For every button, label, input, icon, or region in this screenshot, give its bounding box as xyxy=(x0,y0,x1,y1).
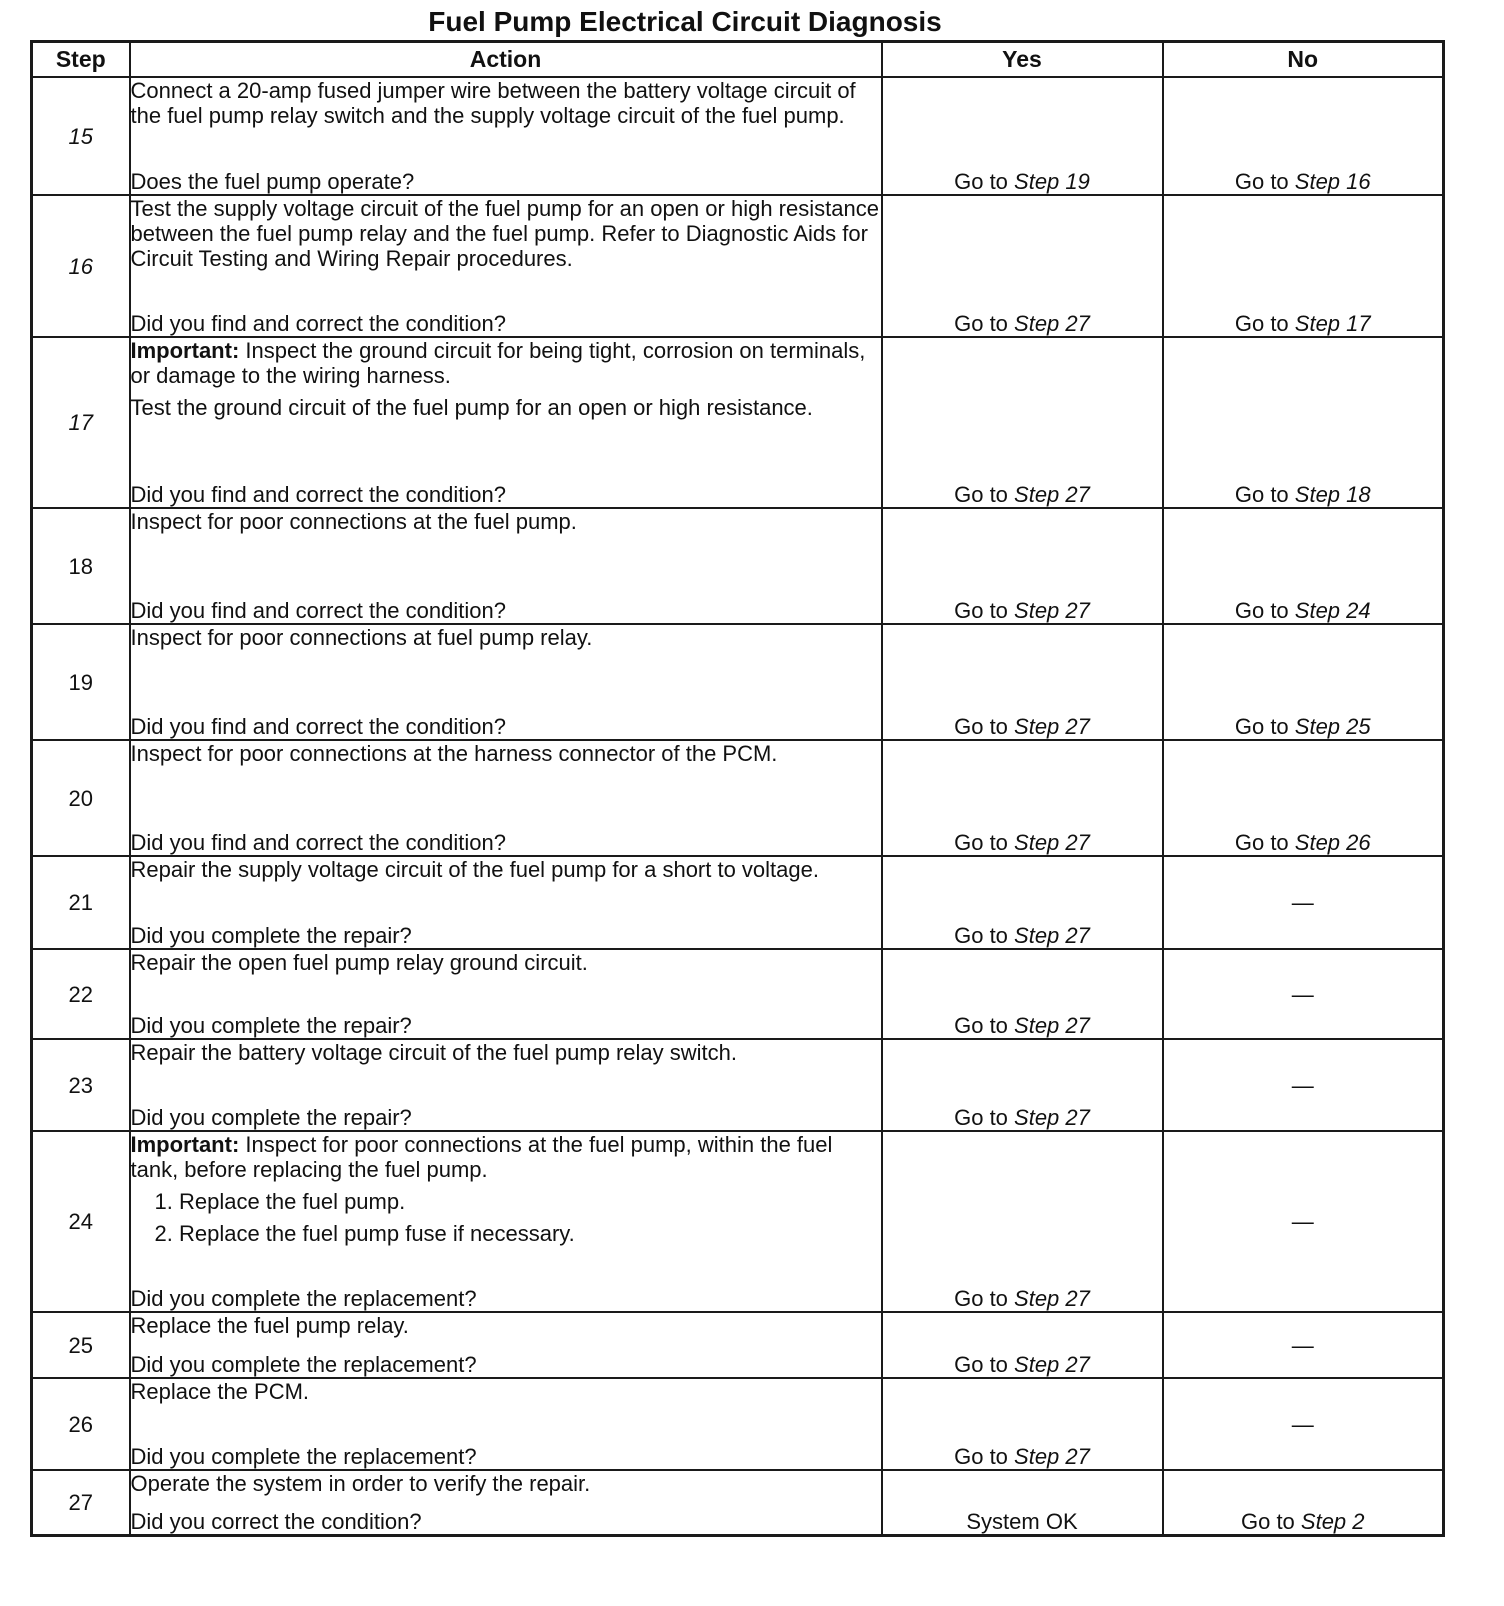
yes-result xyxy=(882,856,1163,949)
step-reference: Step 16 xyxy=(1294,169,1371,194)
action-cell xyxy=(130,740,882,856)
instruction-body: 1. Replace the fuel pump. xyxy=(154,1189,406,1214)
instruction-text xyxy=(131,1132,881,1182)
instruction-body: Inspect the ground circuit for being tight, corrosion on terminals, or damage to the wiring harness. xyxy=(130,338,866,388)
yes-result: System OK xyxy=(882,1470,1163,1535)
action-instructions xyxy=(131,1379,881,1404)
table-row xyxy=(32,949,1444,1039)
yes-result xyxy=(882,195,1163,337)
action-instructions xyxy=(131,196,881,271)
action-instructions xyxy=(131,338,881,420)
instruction-body: Inspect for poor connections at fuel pump relay. xyxy=(130,625,593,650)
goto-prefix: Go to xyxy=(1240,1508,1301,1534)
instruction-body: Connect a 20-amp fused jumper wire between the battery voltage circuit of the fuel pump relay switch and the supply voltage circuit of the fuel pump. xyxy=(130,78,856,128)
no-result: — xyxy=(1163,1378,1444,1470)
instruction-body: 2. Replace the fuel pump fuse if necessary. xyxy=(154,1221,575,1246)
action-cell xyxy=(130,508,882,624)
step-reference: Step 27 xyxy=(1014,311,1090,336)
table-row xyxy=(32,1378,1444,1470)
header-yes: Yes xyxy=(882,42,1163,78)
step-reference: Step 26 xyxy=(1294,830,1371,855)
no-result xyxy=(1163,508,1444,624)
action-content xyxy=(131,1132,881,1311)
no-result: — xyxy=(1163,1039,1444,1131)
step-number: 22 xyxy=(32,949,130,1039)
step-number: 17 xyxy=(32,337,130,508)
instruction-text xyxy=(131,78,881,128)
yes-result xyxy=(882,1039,1163,1131)
action-content xyxy=(131,1040,881,1130)
question-text: Did you complete the repair? xyxy=(130,923,412,948)
step-number: 15 xyxy=(32,77,130,195)
step-reference: Step 18 xyxy=(1294,482,1371,507)
no-result xyxy=(1163,740,1444,856)
step-number: 27 xyxy=(32,1470,130,1535)
step-reference: Step 27 xyxy=(1014,714,1090,739)
action-instructions xyxy=(131,78,881,128)
header-action: Action xyxy=(130,42,882,78)
step-reference: Step 17 xyxy=(1294,311,1371,336)
yes-result xyxy=(882,1378,1163,1470)
action-content xyxy=(131,1379,881,1469)
no-result: — xyxy=(1163,1312,1444,1378)
instruction-text xyxy=(131,395,881,420)
numbered-instruction xyxy=(131,1221,881,1246)
question-text: Did you complete the replacement? xyxy=(130,1444,477,1469)
yes-result xyxy=(882,740,1163,856)
yes-result xyxy=(882,1312,1163,1378)
action-instructions xyxy=(131,1313,881,1338)
question-text: Did you correct the condition? xyxy=(130,1508,422,1534)
goto-prefix: Go to xyxy=(954,830,1015,855)
goto-prefix: Go to xyxy=(1234,169,1295,194)
action-cell xyxy=(130,77,882,195)
instruction-text xyxy=(131,1040,881,1065)
goto-prefix: Go to xyxy=(1234,598,1295,623)
instruction-text xyxy=(131,1313,881,1338)
table-row xyxy=(32,77,1444,195)
question-text: Did you find and correct the condition? xyxy=(130,311,506,336)
table-row xyxy=(32,1312,1444,1378)
no-result xyxy=(1163,77,1444,195)
important-label: Important: xyxy=(130,1132,240,1157)
goto-prefix: Go to xyxy=(1234,311,1295,336)
header-step: Step xyxy=(32,42,130,78)
instruction-text xyxy=(131,625,881,650)
table-row xyxy=(32,1131,1444,1312)
goto-prefix: Go to xyxy=(954,1105,1015,1130)
table-row xyxy=(32,624,1444,740)
instruction-body: Replace the fuel pump relay. xyxy=(130,1313,409,1338)
diagnosis-table xyxy=(30,40,1445,1537)
action-instructions xyxy=(131,509,881,534)
action-instructions xyxy=(131,950,881,975)
instruction-text xyxy=(131,950,881,975)
instruction-body: Operate the system in order to verify the repair. xyxy=(130,1471,591,1496)
step-reference: Step 2 xyxy=(1300,1508,1365,1534)
question-text: Did you complete the replacement? xyxy=(130,1286,477,1311)
action-cell xyxy=(130,1312,882,1378)
goto-prefix: Go to xyxy=(954,169,1015,194)
action-cell xyxy=(130,949,882,1039)
action-instructions xyxy=(131,741,881,766)
question-text: Did you complete the repair? xyxy=(130,1013,412,1038)
no-result xyxy=(1163,195,1444,337)
yes-result xyxy=(882,337,1163,508)
goto-prefix: Go to xyxy=(954,714,1015,739)
instruction-body: Repair the open fuel pump relay ground circuit. xyxy=(130,950,588,975)
step-reference: Step 27 xyxy=(1014,1013,1090,1038)
step-number: 20 xyxy=(32,740,130,856)
header-no: No xyxy=(1163,42,1444,78)
instruction-body: Repair the supply voltage circuit of the fuel pump for a short to voltage. xyxy=(130,857,819,882)
instruction-body: Test the supply voltage circuit of the fuel pump for an open or high resistance between the fuel pump relay and the fuel pump. Refer to Diagnostic Aids for Circuit Testing and Wiring Repair procedures. xyxy=(130,196,879,271)
instruction-body: Inspect for poor connections at the harness connector of the PCM. xyxy=(130,741,778,766)
instruction-body: Inspect for poor connections at the fuel pump. xyxy=(130,509,577,534)
action-content xyxy=(131,625,881,739)
action-cell xyxy=(130,1039,882,1131)
question-text: Did you complete the repair? xyxy=(130,1105,412,1130)
action-instructions xyxy=(131,1471,881,1496)
question-text: Did you find and correct the condition? xyxy=(130,598,506,623)
action-cell xyxy=(130,624,882,740)
table-row xyxy=(32,508,1444,624)
step-reference: Step 24 xyxy=(1294,598,1371,623)
action-cell xyxy=(130,856,882,949)
table-row xyxy=(32,1470,1444,1535)
step-reference: Step 27 xyxy=(1014,830,1090,855)
goto-prefix: Go to xyxy=(1234,714,1295,739)
no-result: — xyxy=(1163,1131,1444,1312)
goto-prefix: Go to xyxy=(954,923,1015,948)
instruction-body: Inspect for poor connections at the fuel pump, within the fuel tank, before replacing the fuel pump. xyxy=(130,1132,833,1182)
step-reference: Step 27 xyxy=(1014,598,1090,623)
step-reference: Step 27 xyxy=(1014,923,1090,948)
goto-prefix: Go to xyxy=(954,1286,1015,1311)
question-text: Did you find and correct the condition? xyxy=(130,830,506,855)
action-cell xyxy=(130,1378,882,1470)
no-result xyxy=(1163,337,1444,508)
question-text: Did you complete the replacement? xyxy=(130,1352,477,1377)
step-reference: Step 19 xyxy=(1014,169,1090,194)
table-row xyxy=(32,195,1444,337)
no-result: — xyxy=(1163,856,1444,949)
action-content xyxy=(131,78,881,194)
step-number: 26 xyxy=(32,1378,130,1470)
goto-prefix: Go to xyxy=(954,1444,1015,1469)
step-number: 23 xyxy=(32,1039,130,1131)
table-row xyxy=(32,856,1444,949)
action-cell xyxy=(130,195,882,337)
instruction-body: Repair the battery voltage circuit of the fuel pump relay switch. xyxy=(130,1040,738,1065)
step-reference: Step 27 xyxy=(1014,1105,1090,1130)
important-label: Important: xyxy=(130,338,240,363)
question-text: Did you find and correct the condition? xyxy=(130,714,506,739)
instruction-text xyxy=(131,857,881,882)
action-content xyxy=(131,1471,881,1534)
action-content xyxy=(131,196,881,336)
action-instructions xyxy=(131,1040,881,1065)
goto-prefix: Go to xyxy=(954,311,1015,336)
table-row xyxy=(32,740,1444,856)
yes-result xyxy=(882,624,1163,740)
action-cell xyxy=(130,1131,882,1312)
action-content xyxy=(131,338,881,507)
step-number: 25 xyxy=(32,1312,130,1378)
step-number: 24 xyxy=(32,1131,130,1312)
action-content xyxy=(131,509,881,623)
step-reference: Step 27 xyxy=(1014,1286,1090,1311)
step-reference: Step 27 xyxy=(1014,1444,1090,1469)
instruction-text xyxy=(131,1471,881,1496)
yes-result xyxy=(882,949,1163,1039)
goto-prefix: Go to xyxy=(954,1013,1015,1038)
action-instructions xyxy=(131,625,881,650)
goto-prefix: Go to xyxy=(1234,482,1295,507)
table-row xyxy=(32,1039,1444,1131)
question-text: Did you find and correct the condition? xyxy=(130,482,506,507)
step-number: 18 xyxy=(32,508,130,624)
action-instructions xyxy=(131,1132,881,1246)
action-instructions xyxy=(131,857,881,882)
yes-result xyxy=(882,508,1163,624)
yes-result xyxy=(882,1131,1163,1312)
goto-prefix: Go to xyxy=(1234,830,1295,855)
step-reference: Step 25 xyxy=(1294,714,1371,739)
numbered-instruction xyxy=(131,1189,881,1214)
instruction-text xyxy=(131,1379,881,1404)
instruction-text xyxy=(131,196,881,271)
step-number: 19 xyxy=(32,624,130,740)
no-result xyxy=(1163,624,1444,740)
goto-prefix: Go to xyxy=(954,482,1015,507)
instruction-text xyxy=(131,741,881,766)
goto-prefix: Go to xyxy=(954,1352,1015,1377)
instruction-text xyxy=(131,509,881,534)
document-title: Fuel Pump Electrical Circuit Diagnosis xyxy=(428,6,942,37)
instruction-text xyxy=(131,338,881,388)
action-content xyxy=(131,1313,881,1377)
step-number: 16 xyxy=(32,195,130,337)
action-content xyxy=(131,950,881,1038)
instruction-body: Test the ground circuit of the fuel pump for an open or high resistance. xyxy=(130,395,813,420)
action-content xyxy=(131,857,881,948)
goto-prefix: Go to xyxy=(954,598,1015,623)
step-reference: Step 27 xyxy=(1014,482,1090,507)
action-content xyxy=(131,741,881,855)
yes-result xyxy=(882,77,1163,195)
table-row xyxy=(32,337,1444,508)
header-row xyxy=(32,42,1444,78)
step-reference: Step 27 xyxy=(1014,1352,1090,1377)
instruction-body: Replace the PCM. xyxy=(130,1379,310,1404)
action-cell xyxy=(130,337,882,508)
step-number: 21 xyxy=(32,856,130,949)
action-cell xyxy=(130,1470,882,1535)
no-result xyxy=(1163,1470,1444,1535)
question-text: Does the fuel pump operate? xyxy=(130,169,415,194)
no-result: — xyxy=(1163,949,1444,1039)
